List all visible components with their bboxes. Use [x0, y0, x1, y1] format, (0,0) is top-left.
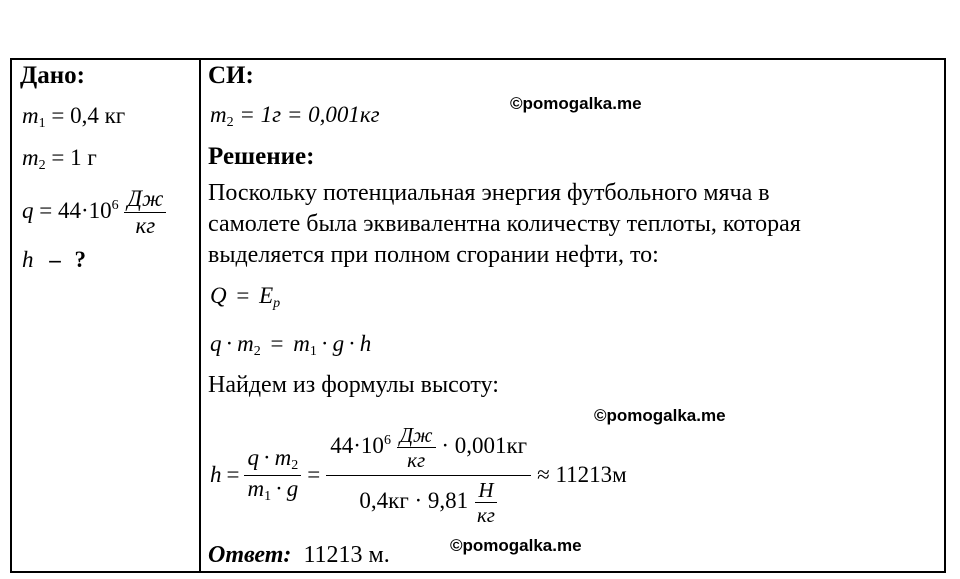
- given-m2: $m_2 = 1$ г: [22, 145, 97, 173]
- equation-qm2-m1gh: $q \cdot m_2 = m_1 \cdot g \cdot h$: [210, 331, 372, 359]
- watermark-1: ©pomogalka.me: [510, 94, 642, 113]
- given-header: Дано:: [20, 62, 85, 89]
- given-m1: $m_1 = 0,4$ кг: [22, 103, 126, 131]
- si-m2: $m_2 = 1г = 0,001кг$: [210, 102, 380, 130]
- final-formula: h = $\frac{q \cdot m_2}{m_1 \cdot g}$ = $44\cdot 10^6$ $\frac{Дж}{кг}$ · 0,001кг 0,4кг · 9,81 $\frac{Н}{кг}$ ≈ 11213м: [210, 423, 627, 527]
- solution-text-line-1: Поскольку потенциальная энергия футбольного мяча в: [208, 180, 770, 206]
- si-header: СИ:: [208, 62, 254, 89]
- equation-q-equals-ep: $Q = E_p$: [210, 283, 281, 311]
- solution-text-line-3: выделяется при полном сгорании нефти, то:: [208, 242, 659, 268]
- fraction-q-m2-over-m1-g: $\frac{q \cdot m_2}{m_1 \cdot g}$: [244, 445, 301, 504]
- fraction-numeric: $44\cdot 10^6$ $\frac{Дж}{кг}$ · 0,001кг 0,4кг · 9,81 $\frac{Н}{кг}$: [326, 423, 531, 527]
- watermark-2: ©pomogalka.me: [594, 406, 726, 425]
- answer: Ответ: 11213 м.: [208, 542, 390, 568]
- given-find: h – ?: [22, 247, 86, 272]
- watermark-3: ©pomogalka.me: [450, 536, 582, 555]
- find-height-text: Найдем из формулы высоту:: [208, 372, 499, 398]
- solution-header: Решение:: [208, 143, 315, 170]
- solution-text-line-2: самолете была эквивалентна количеству теплоты, которая: [208, 211, 801, 237]
- given-q: $q = 44\cdot 10^6$ $\frac{Дж}{кг}$: [22, 186, 166, 240]
- column-divider: [199, 58, 201, 573]
